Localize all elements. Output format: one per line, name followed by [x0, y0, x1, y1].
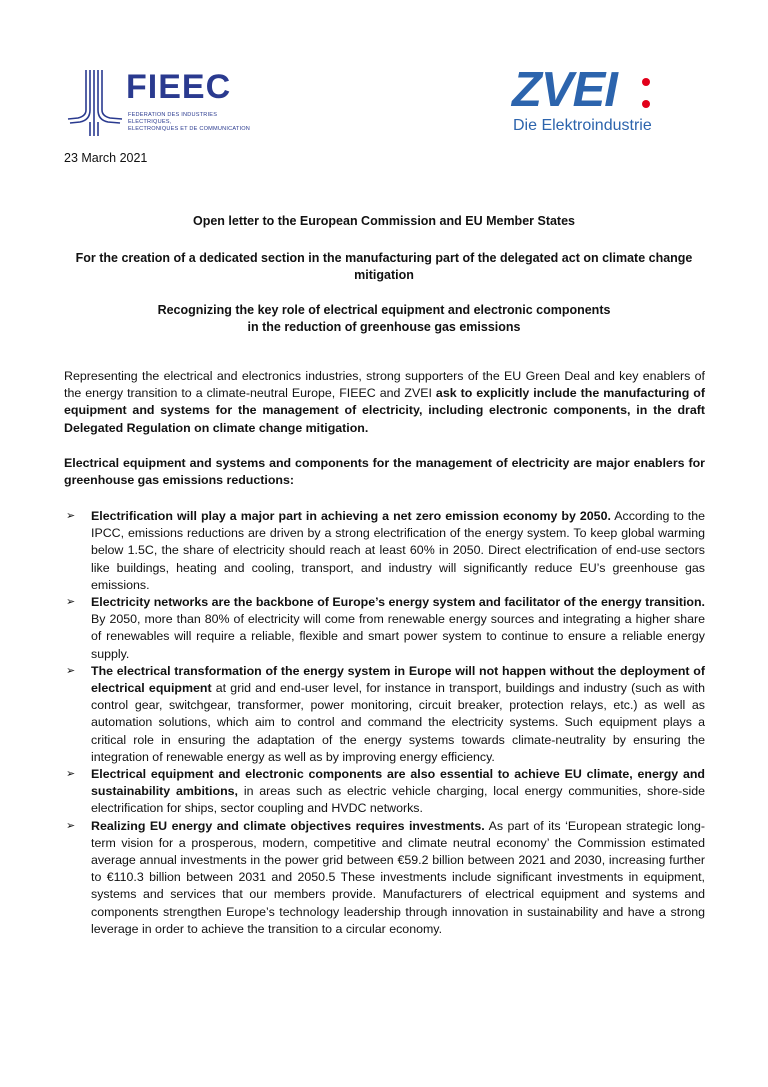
- list-item: [64, 766, 705, 818]
- letter-theme-line1: Recognizing the key role of electrical equipment and electronic components: [157, 303, 611, 317]
- intro-paragraph: [64, 368, 705, 437]
- arrow-bullet-icon: ➢: [66, 768, 76, 781]
- fieec-emblem-icon: [66, 66, 124, 142]
- fieec-subtitle-line1: FEDERATION DES INDUSTRIES ELECTRIQUES,: [128, 112, 218, 125]
- arrow-bullet-icon: ➢: [66, 596, 76, 609]
- fieec-logo: [66, 66, 256, 142]
- zvei-colon-icon: [642, 74, 652, 112]
- letter-theme-line2: in the reduction of greenhouse gas emissions: [247, 320, 521, 334]
- list-item-text: By 2050, more than 80% of electricity will come from renewable energy sources and integrating a higher share of renewables will require a reliable, flexible and smart power system to continue to ensure a reliable energy supply.: [91, 612, 705, 661]
- list-item-bold: Electrification will play a major part in achieving a net zero emission economy by 2050.: [91, 509, 611, 523]
- letter-date: 23 March 2021: [64, 151, 148, 165]
- zvei-colon-dot-bottom: [642, 100, 650, 108]
- arrow-bullet-icon: ➢: [66, 819, 76, 832]
- letter-subtitle: For the creation of a dedicated section in the manufacturing part of the delegated act on climate change mitigation: [75, 251, 693, 282]
- list-item-text: at grid and end-user level, for instance in transport, buildings and industry (such as with control gear, switchgear, transformer, power monitoring, circuit breaker, protection relays, etc.) as well as automation solutions, which aim to control and command the electricity systems. Such equipment plays a critical role in ensuring the adaptation of the energy systems towards climate-neutrality by ensuring the integration of renewable energy as well as by improving energy efficiency.: [91, 681, 705, 764]
- list-item: [64, 508, 705, 594]
- list-item-bold: Electricity networks are the backbone of Europe’s energy system and facilitator of the energy transition.: [91, 595, 705, 610]
- intro-plain-text: Representing the electrical and electronics industries, strong supporters of the EU Green Deal and key enablers of the energy transition to a climate-neutral Europe, FIEEC and ZVEI: [64, 369, 705, 401]
- fieec-subtitle: [128, 112, 256, 133]
- letter-title: Open letter to the European Commission and EU Member States: [192, 214, 575, 228]
- fieec-subtitle-line2: ELECTRONIQUES ET DE COMMUNICATION: [128, 126, 251, 132]
- intro-bold-text: ask to explicitly include the manufacturing of equipment and systems for the management of electricity, including electronic components, in the draft Delegated Regulation on climate change mitigation.: [64, 386, 705, 435]
- list-item: [64, 663, 705, 766]
- list-item-bold: The electrical transformation of the energy system in Europe will not happen without the deployment of electrical equipment: [91, 663, 705, 696]
- letter-theme: [64, 302, 704, 336]
- list-item-text: As part of its ‘European strategic long-term vision for a prosperous, modern, competitive and climate neutral economy’ the Commission estimated average annual investments in the power grid between €59.2 billion between 2021 and 2030, increasing further to €110.3 billion between 2031 and 2050.5 These investments include significant investments in equipment, systems and services that our members provide. Manufacturers of electrical equipment and systems and components strengthen Europe’s technology leadership through innovation in sustainability and have a strong leverage in order to achieve the transition to a circular economy.: [91, 818, 705, 936]
- enablers-list: [64, 508, 705, 938]
- fieec-wordmark: FIEEC: [126, 68, 232, 106]
- list-item-bold: Realizing EU energy and climate objectives requires investments.: [91, 818, 485, 833]
- arrow-bullet-icon: ➢: [66, 510, 76, 522]
- list-item-bold: Electrical equipment and electronic components are also essential to achieve EU climate, energy and sustainability ambitions,: [91, 767, 705, 799]
- list-item: [64, 594, 705, 663]
- list-item-text: in areas such as electric vehicle charging, local energy communities, shore-side electrification for ships, sector coupling and HVDC networks.: [91, 784, 706, 816]
- enablers-title: Electrical equipment and systems and components for the management of electricity are major enablers for greenhouse gas emissions reductions:: [64, 456, 705, 488]
- arrow-bullet-icon: ➢: [66, 664, 76, 677]
- zvei-logo: [512, 63, 662, 140]
- zvei-tagline: Die Elektroindustrie: [513, 117, 652, 134]
- list-item: [64, 818, 705, 938]
- zvei-wordmark: ZVEI: [512, 63, 617, 117]
- list-item-text: According to the IPCC, emissions reductions are driven by a strong electrification of the energy system. To keep global warming below 1.5C, the share of electricity should reach at least 60% in 2050. Direct electrification of end-use sectors like buildings, heating and cooling, transport, and industry will significantly reduce EU’s greenhouse gas emissions.: [91, 509, 705, 592]
- zvei-colon-dot-top: [642, 78, 650, 86]
